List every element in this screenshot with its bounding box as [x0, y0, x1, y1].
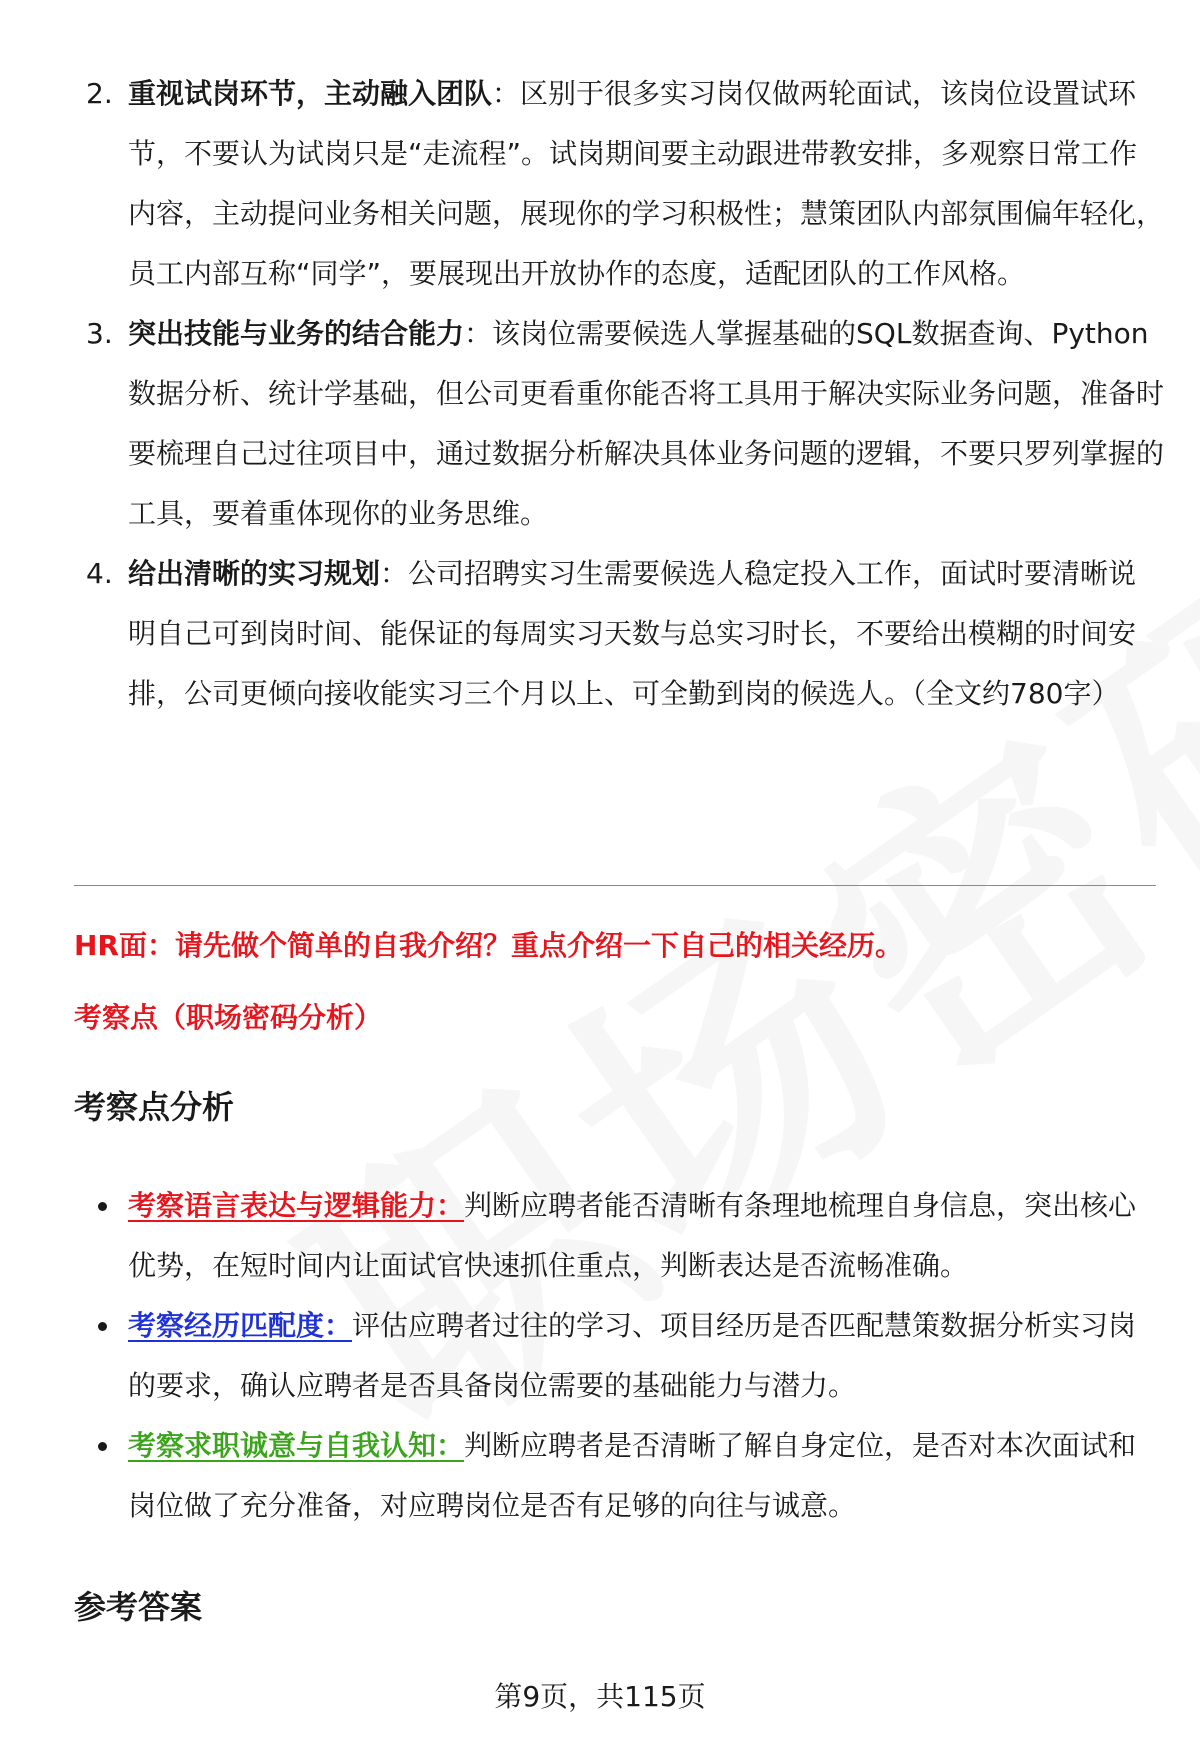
analysis-heading: 考察点分析: [74, 1088, 235, 1126]
bullet-dot-icon: [98, 1202, 107, 1211]
list-item-number: 2.: [86, 77, 113, 110]
bullet-item: [98, 1296, 1158, 1416]
list-item-text: 该岗位需要候选人掌握基础的SQL数据查询、Python数据分析、统计学基础，但公司更看重你能否将工具用于解决实际业务问题，准备时要梳理自己过往项目中，通过数据分析解决具体业务问题的逻辑，不要只罗列掌握的工具，要着重体现你的业务思维。: [128, 317, 1165, 530]
bullet-dot-icon: [98, 1322, 107, 1331]
list-item: [74, 64, 1164, 304]
list-item-text: 区别于很多实习岗仅做两轮面试，该岗位设置试环节，不要认为试岗只是“走流程”。试岗期间要主动跟进带教安排，多观察日常工作内容，主动提问业务相关问题，展现你的学习积极性；慧策团队内部氛围偏年轻化，员工内部互称“同学”，要展现出开放协作的态度，适配团队的工作风格。: [128, 77, 1165, 290]
bullet-lead: 考察经历匹配度：: [128, 1309, 353, 1342]
list-item-colon: ：: [464, 317, 493, 350]
list-item-colon: ：: [380, 557, 409, 590]
page-footer: 第9页，共115页: [494, 1680, 706, 1713]
list-item-text: 公司招聘实习生需要候选人稳定投入工作，面试时要清晰说明自己可到岗时间、能保证的每周实习天数与总实习时长，不要给出模糊的时间安排，公司更倾向接收能实习三个月以上、可全勤到岗的候选人。（全文约780字）: [128, 557, 1137, 710]
list-item: [74, 304, 1164, 544]
list-item-lead: 给出清晰的实习规划: [128, 557, 381, 590]
bullet-text: 评估应聘者过往的学习、项目经历是否匹配慧策数据分析实习岗的要求，确认应聘者是否具备岗位需要的基础能力与潜力。: [128, 1309, 1137, 1402]
bullet-dot-icon: [98, 1442, 107, 1451]
analysis-list: [98, 1176, 1158, 1536]
bullet-item: [98, 1416, 1158, 1536]
list-item: [74, 544, 1164, 724]
list-item-number: 3.: [86, 317, 113, 350]
bullet-lead: 考察语言表达与逻辑能力：: [128, 1189, 465, 1222]
bullet-text: 判断应聘者是否清晰了解自身定位，是否对本次面试和岗位做了充分准备，对应聘岗位是否有足够的向往与诚意。: [128, 1429, 1137, 1522]
list-item-lead: 重视试岗环节，主动融入团队: [128, 77, 493, 110]
hr-question: HR面：请先做个简单的自我介绍？重点介绍一下自己的相关经历。: [74, 929, 903, 962]
list-item-lead: 突出技能与业务的结合能力: [128, 317, 465, 350]
list-item-number: 4.: [86, 557, 113, 590]
reference-answer-heading: 参考答案: [74, 1588, 203, 1626]
assessment-subtitle: 考察点（职场密码分析）: [74, 1001, 383, 1034]
bullet-item: [98, 1176, 1158, 1296]
bullet-lead: 考察求职诚意与自我认知：: [128, 1429, 465, 1462]
bullet-text: 判断应聘者能否清晰有条理地梳理自身信息，突出核心优势，在短时间内让面试官快速抓住重点，判断表达是否流畅准确。: [128, 1189, 1137, 1282]
section-divider: [74, 885, 1156, 886]
tips-list: [74, 64, 1164, 724]
list-item-colon: ：: [492, 77, 521, 110]
